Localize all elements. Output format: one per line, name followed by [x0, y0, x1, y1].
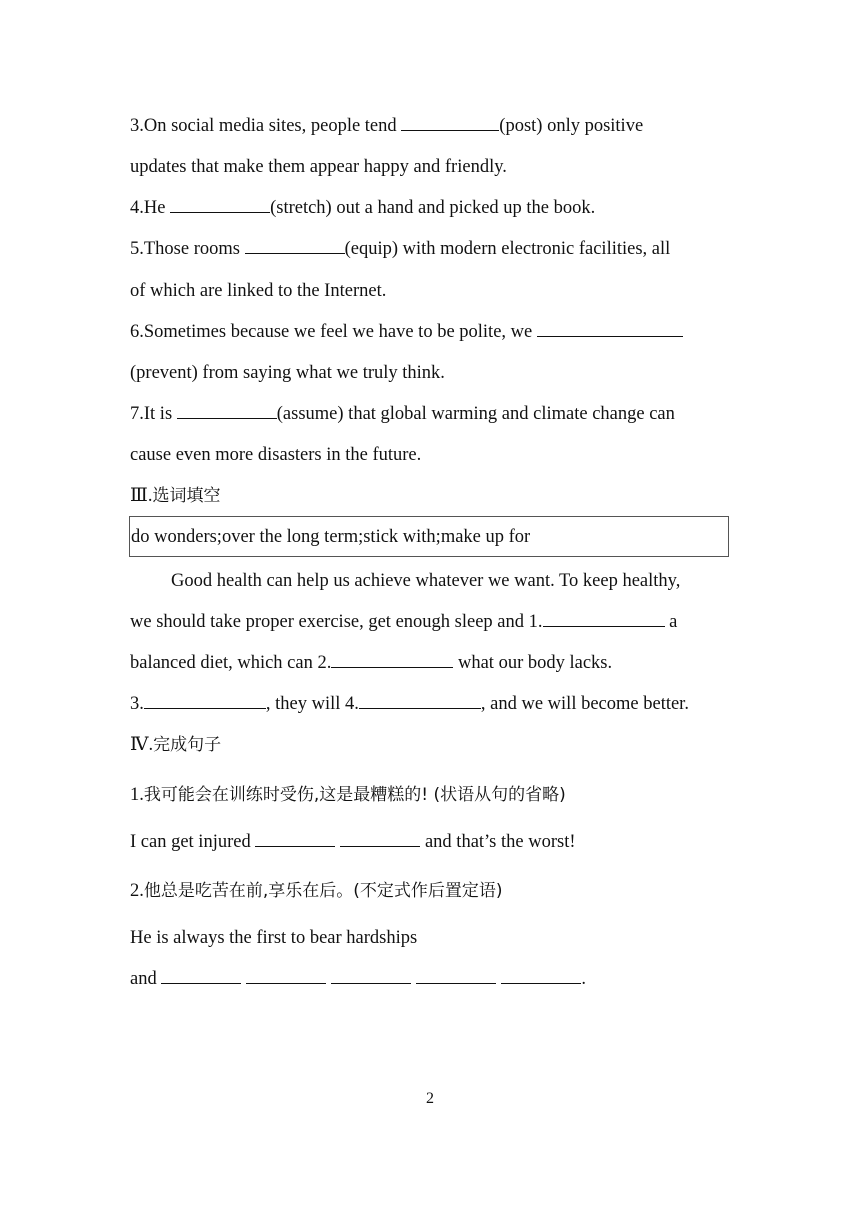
section-4-number: Ⅳ. [130, 735, 154, 755]
question-7-line-2 [130, 443, 421, 467]
q7-text-c: cause even more disasters in the future. [130, 445, 422, 465]
sentence-2-text-a: and [130, 969, 162, 989]
section-4-title: 完成句子 [153, 735, 222, 755]
q7-text-a: 7.It is [130, 404, 177, 424]
q7-blank[interactable] [177, 402, 277, 419]
sentence-1-text-a: I can get injured [130, 832, 256, 852]
passage-blank-3[interactable] [144, 692, 266, 709]
section-4-heading [130, 733, 221, 757]
passage-line-1 [171, 569, 680, 593]
passage-text-3b: what our body lacks. [453, 653, 613, 673]
question-4-line [130, 196, 595, 220]
passage-text-4b: , they will 4. [265, 694, 359, 714]
sentence-2-line-1 [130, 926, 417, 950]
sentence-1-text-b: and that’s the worst! [420, 832, 576, 852]
passage-blank-4[interactable] [359, 692, 481, 709]
section-3-title: 选词填空 [152, 486, 221, 506]
section-3-number: Ⅲ. [130, 486, 153, 506]
q5-text-b: (equip) with modern electronic facilities, all [344, 239, 671, 259]
sentence-2-blank-3[interactable] [331, 967, 411, 984]
q5-blank[interactable] [245, 237, 345, 254]
sentence-1-blank-1[interactable] [255, 830, 335, 847]
sentence-1-blank-2[interactable] [340, 830, 420, 847]
passage-line-3 [130, 651, 612, 675]
sentence-1-answer-line [130, 830, 576, 854]
passage-text-2a: we should take proper exercise, get enough sleep and 1. [130, 612, 543, 632]
page-number: 2 [426, 1090, 434, 1107]
word-bank-box [129, 516, 729, 557]
sentence-2-chinese: 他总是吃苦在前,享乐在后。(不定式作后置定语) [143, 881, 503, 901]
sentence-2-answer-line [130, 967, 586, 991]
q4-text-a: 4.He [130, 198, 171, 218]
q5-text-c: of which are linked to the Internet. [130, 281, 387, 301]
sentence-2-blank-1[interactable] [161, 967, 241, 984]
word-bank-text: do wonders;over the long term;stick with;make up for [131, 527, 531, 547]
sentence-1-number: 1. [130, 785, 144, 805]
section-3-heading [130, 484, 220, 508]
q6-text-a: 6.Sometimes because we feel we have to be polite, we [130, 322, 537, 342]
sentence-2-blank-5[interactable] [501, 967, 581, 984]
passage-text-2b: a [664, 612, 678, 632]
sentence-2-text-b: . [581, 969, 586, 989]
passage-blank-2[interactable] [331, 651, 453, 668]
question-3-line-1 [130, 114, 643, 138]
q5-text-a: 5.Those rooms [130, 239, 245, 259]
q3-text-c: updates that make them appear happy and friendly. [130, 157, 507, 177]
q6-text-b: (prevent) from saying what we truly think. [130, 363, 445, 383]
q3-blank[interactable] [401, 114, 499, 131]
passage-text-4c: , and we will become better. [480, 694, 689, 714]
q4-blank[interactable] [170, 196, 270, 213]
passage-line-4 [130, 692, 689, 716]
q3-text-a: 3.On social media sites, people tend [130, 116, 402, 136]
sentence-2-text-line1: He is always the first to bear hardships [130, 928, 418, 948]
sentence-1-chinese: 我可能会在训练时受伤,这是最糟糕的! (状语从句的省略) [143, 785, 566, 805]
sentence-2-prompt [130, 879, 503, 903]
question-6-line-1 [130, 320, 683, 344]
passage-text-1: Good health can help us achieve whatever we want. To keep healthy, [171, 571, 681, 591]
sentence-2-blank-4[interactable] [416, 967, 496, 984]
q4-text-b: (stretch) out a hand and picked up the book. [270, 198, 596, 218]
question-3-line-2 [130, 155, 507, 179]
question-5-line-1 [130, 237, 670, 261]
question-5-line-2 [130, 279, 386, 303]
sentence-2-blank-2[interactable] [246, 967, 326, 984]
passage-line-2 [130, 610, 677, 634]
q3-text-b: (post) only positive [499, 116, 644, 136]
passage-blank-1[interactable] [543, 610, 665, 627]
sentence-1-prompt [130, 783, 566, 807]
q7-text-b: (assume) that global warming and climate change can [276, 404, 675, 424]
passage-text-4a: 3. [130, 694, 144, 714]
question-7-line-1 [130, 402, 675, 426]
q6-blank[interactable] [537, 320, 683, 337]
question-6-line-2 [130, 361, 445, 385]
sentence-2-number: 2. [130, 881, 144, 901]
passage-text-3a: balanced diet, which can 2. [130, 653, 332, 673]
